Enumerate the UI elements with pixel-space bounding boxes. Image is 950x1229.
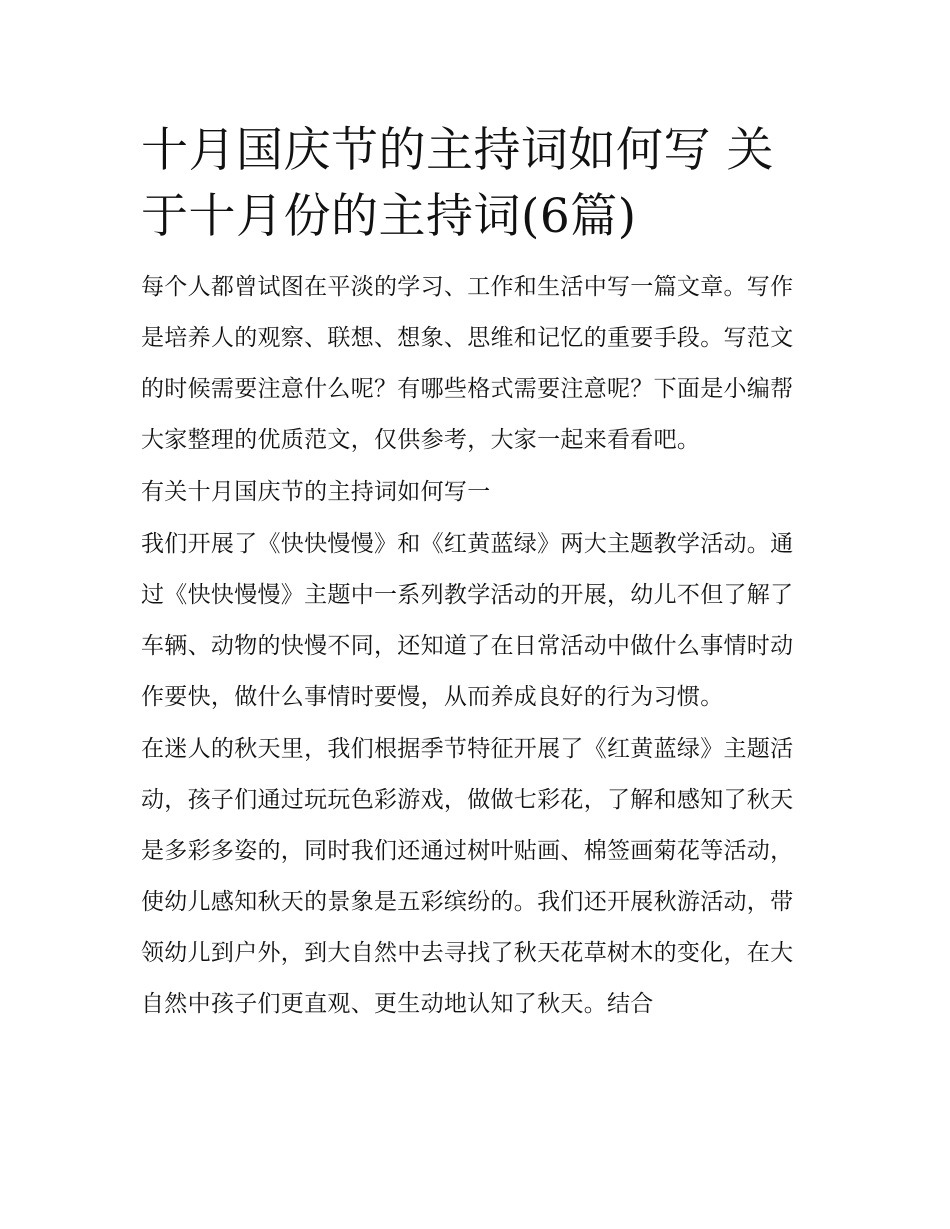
body-paragraph-2: 在迷人的秋天里，我们根据季节特征开展了《红黄蓝绿》主题活动，孩子们通过玩玩色彩游戏，做做七彩花，了解和感知了秋天是多彩多姿的，同时我们还通过树叶贴画、棉签画菊花等活动，使幼儿感知秋天的景象是五彩缤纷的。我们还开展秋游活动，带领幼儿到户外，到大自然中去寻找了秋天花草树木的变化，在大自然中孩子们更直观、更生动地认知了秋天。结合 <box>141 736 794 1017</box>
document-title: 十月国庆节的主持词如何写 关于十月份的主持词(6篇) <box>141 123 774 244</box>
intro-paragraph: 每个人都曾试图在平淡的学习、工作和生活中写一篇文章。写作是培养人的观察、联想、想象、思维和记忆的重要手段。写范文的时候需要注意什么呢？有哪些格式需要注意呢？下面是小编帮大家整理的优质范文，仅供参考，大家一起来看看吧。 <box>141 274 794 453</box>
document-body <box>141 118 813 1030</box>
body-paragraph-1: 我们开展了《快快慢慢》和《红黄蓝绿》两大主题教学活动。通过《快快慢慢》主题中一系列教学活动的开展，幼儿不但了解了车辆、动物的快慢不同，还知道了在日常活动中做什么事情时动作要快，做什么事情时要慢，从而养成良好的行为习惯。 <box>141 531 794 710</box>
section-heading: 有关十月国庆节的主持词如何写一 <box>141 479 491 505</box>
